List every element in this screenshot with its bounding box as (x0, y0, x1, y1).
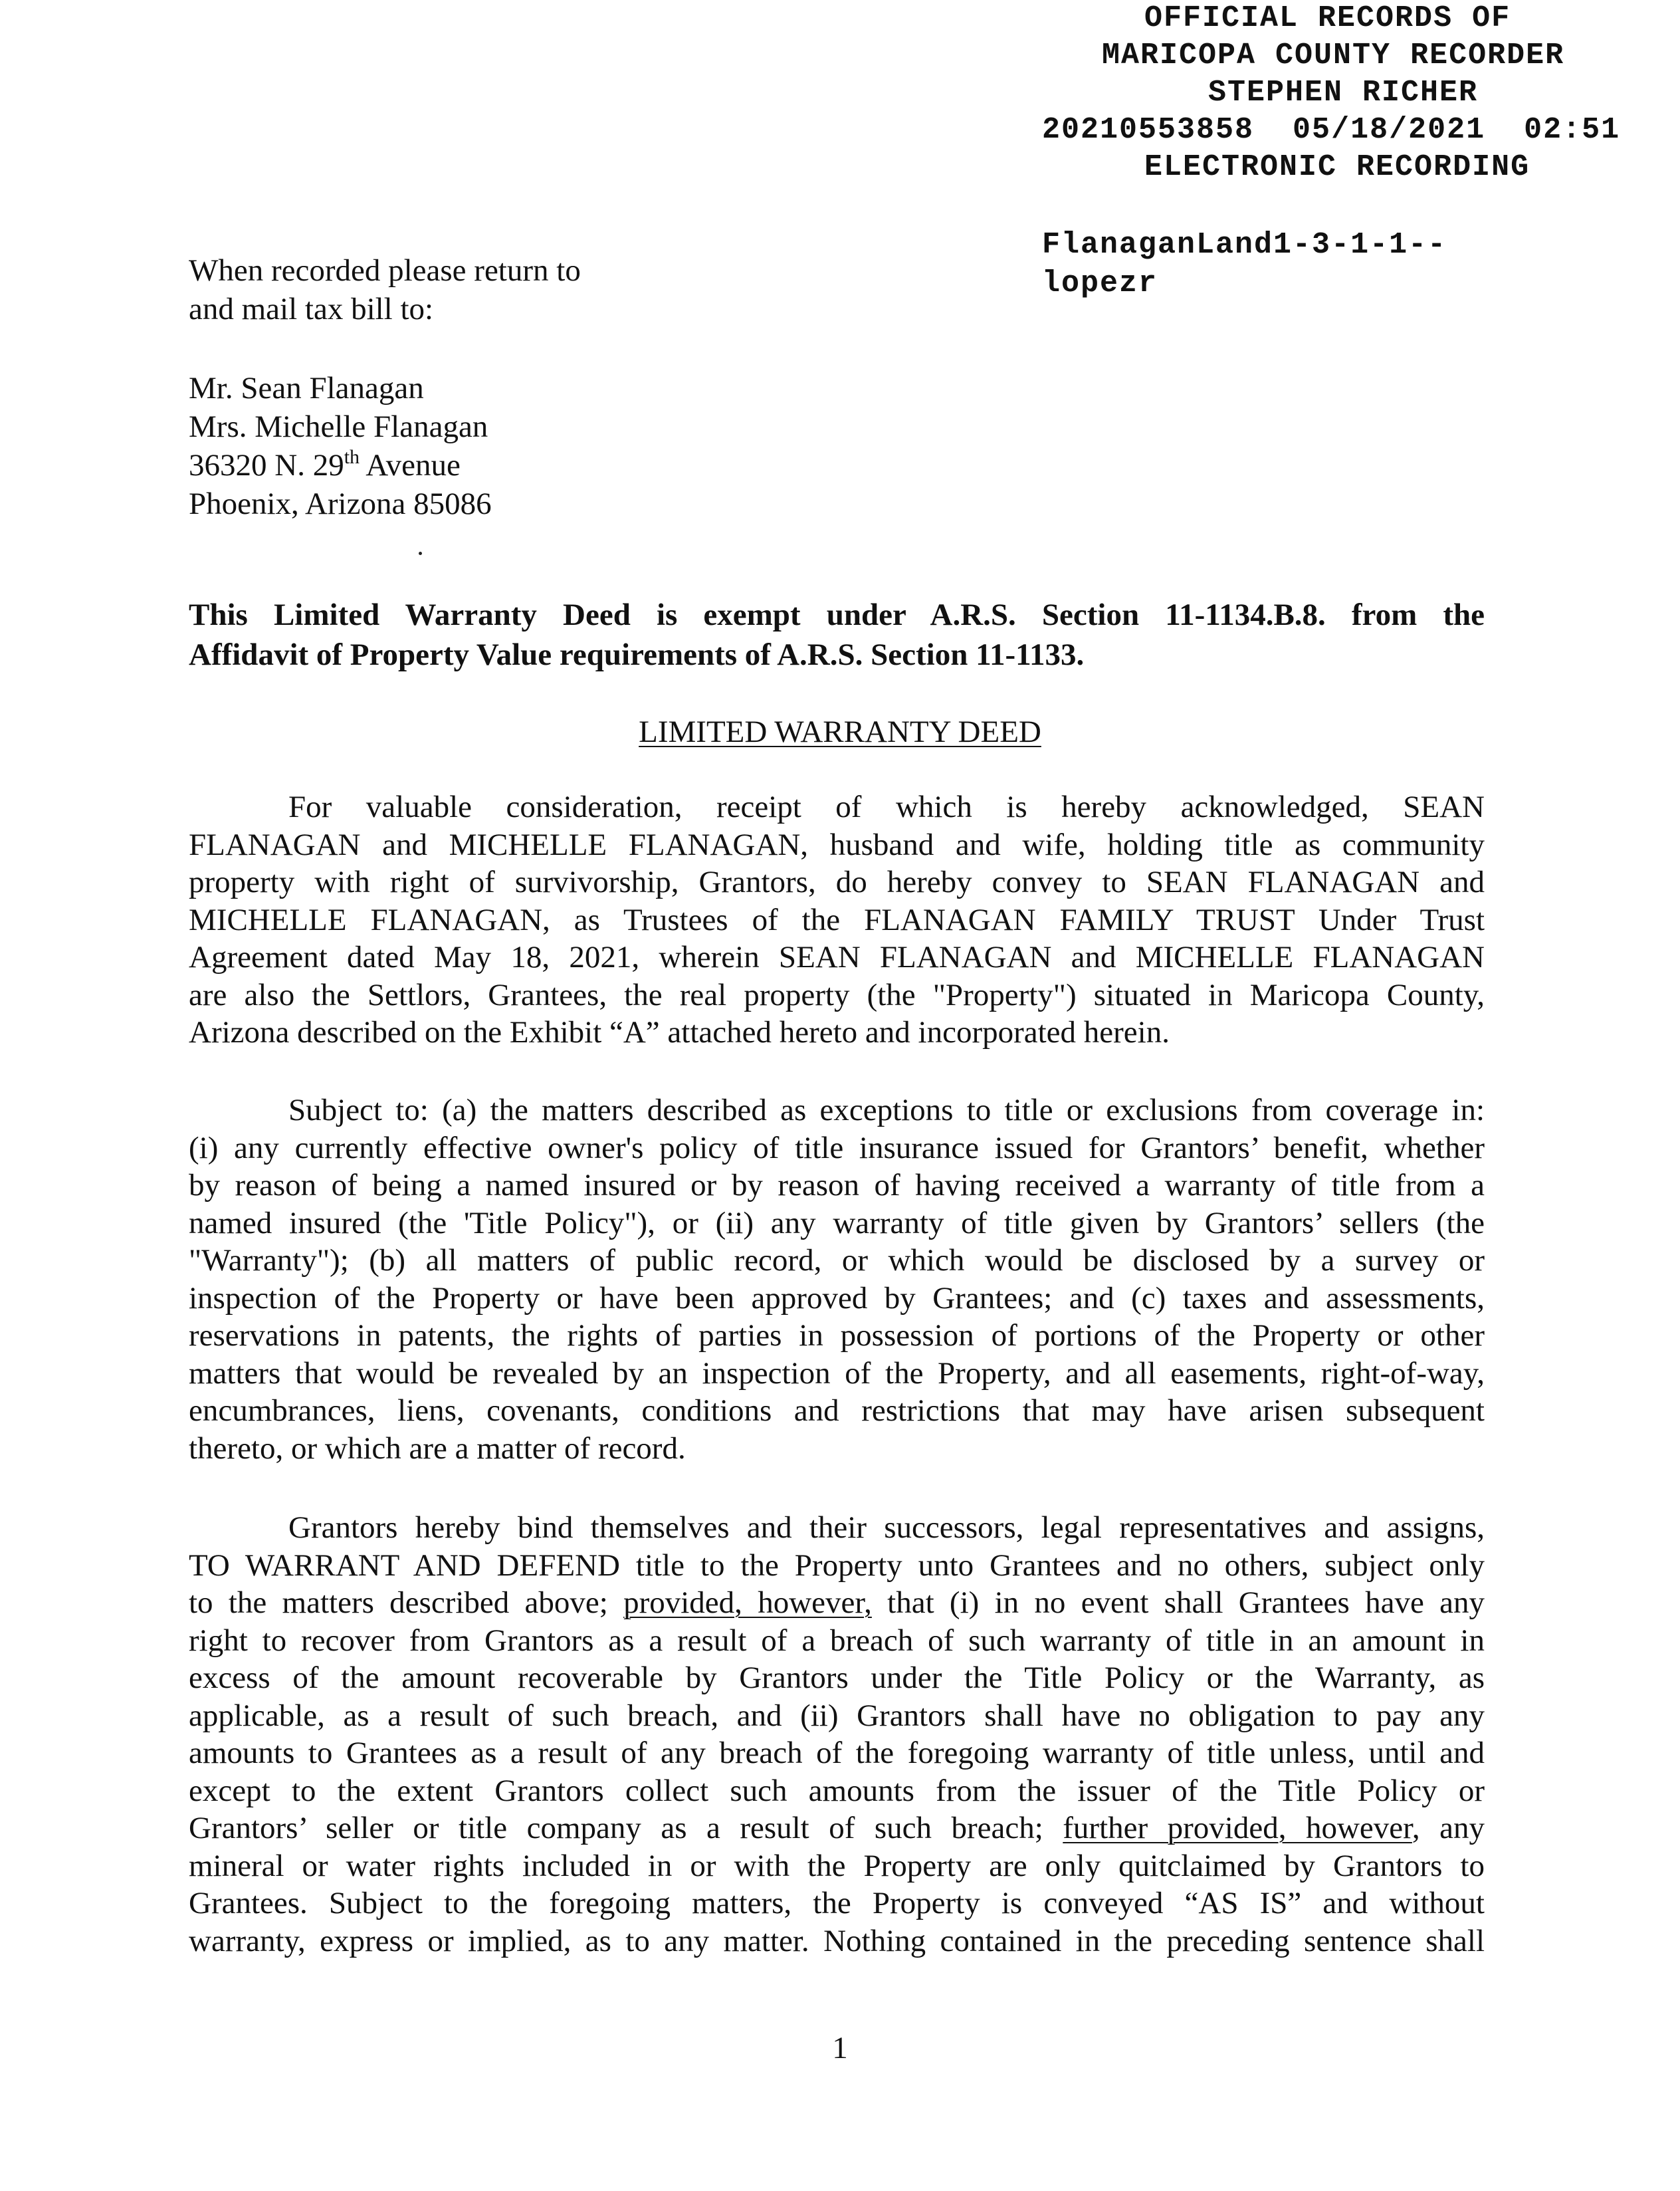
paragraph-line: mineral or water rights included in or with the Property are only quitclaimed by Grantors to (189, 1848, 1485, 1883)
paragraph-line: named insured (the 'Title Policy"), or (ii) any warranty of title given by Grantors’ sellers (the (189, 1205, 1485, 1240)
subject-to-paragraph (189, 1092, 1485, 1467)
paragraph-text: that (i) in no event shall Grantees have any (871, 1585, 1485, 1620)
address-name-1: Mr. Sean Flanagan (189, 371, 424, 405)
paragraph-line: For valuable consideration, receipt of which is hereby acknowledged, SEAN (288, 790, 1485, 824)
deed-title-text: LIMITED WARRANTY DEED (639, 715, 1041, 749)
paragraph-line: FLANAGAN and MICHELLE FLANAGAN, husband and wife, holding title as community (189, 827, 1485, 862)
paragraph-line: "Warranty"); (b) all matters of public record, or which would be disclosed by a survey or (189, 1243, 1485, 1278)
paragraph-line: amounts to Grantees as a result of any breach of the foregoing warranty of title unless, until and (189, 1736, 1485, 1770)
stamp-line-electronic-recording: ELECTRONIC RECORDING (1144, 150, 1530, 184)
page-number: 1 (832, 2031, 848, 2065)
paragraph-line: MICHELLE FLANAGAN, as Trustees of the FLANAGAN FAMILY TRUST Under Trust (189, 902, 1485, 937)
mailing-address (189, 369, 492, 523)
exemption-statement (189, 595, 1485, 675)
conveyance-paragraph (189, 788, 1485, 1052)
paragraph-line: (i) any currently effective owner's policy of title insurance issued for Grantors’ benefit, whether (189, 1130, 1485, 1165)
stamp-line-official-records: OFFICIAL RECORDS OF (1144, 1, 1511, 35)
paragraph-line: thereto, or which are a matter of record. (189, 1431, 686, 1466)
address-street (189, 446, 492, 485)
paragraph-line: matters that would be revealed by an inspection of the Property, and all easements, right-of-way, (189, 1355, 1485, 1391)
paragraph-text: , any (1412, 1811, 1485, 1845)
paragraph-line: Subject to: (a) the matters described as exceptions to title or exclusions from coverage in: (288, 1093, 1485, 1127)
address-street-name: Avenue (360, 448, 461, 483)
paragraph-line: except to the extent Grantors collect such amounts from the issuer of the Title Policy or (189, 1773, 1485, 1808)
document-reference (1042, 226, 1447, 303)
paragraph-line (189, 1584, 1485, 1622)
paragraph-line: reservations in patents, the rights of parties in possession of portions of the Property or other (189, 1318, 1485, 1353)
paragraph-line: right to recover from Grantors as a result of a breach of such warranty of title in an amount in (189, 1623, 1485, 1658)
recording-stamp (990, 0, 1675, 186)
address-street-suffix: th (344, 446, 360, 468)
warranty-paragraph (189, 1509, 1485, 1960)
paragraph-line (189, 1809, 1485, 1847)
paragraph-line: warranty, express or implied, as to any matter. Nothing contained in the preceding sentence shall (189, 1923, 1485, 1958)
deed-title (0, 713, 1680, 751)
return-to-line-1: When recorded please return to (189, 253, 581, 288)
stray-dot (419, 552, 422, 555)
address-street-number: 36320 N. 29 (189, 448, 344, 483)
paragraph-line: Grantees. Subject to the foregoing matters, the Property is conveyed “AS IS” and without (189, 1886, 1485, 1920)
paragraph-line: applicable, as a result of such breach, and (ii) Grantors shall have no obligation to pay any (189, 1698, 1485, 1733)
address-name-2: Mrs. Michelle Flanagan (189, 409, 488, 444)
stamp-line-record-number-date: 20210553858 05/18/2021 02:51 (1042, 113, 1621, 147)
paragraph-line: Grantors hereby bind themselves and their successors, legal representatives and assigns, (288, 1510, 1485, 1545)
exemption-line-1: This Limited Warranty Deed is exempt under A.R.S. Section 11-1134.B.8. from the (189, 598, 1485, 632)
paragraph-text: Grantors’ seller or title company as a result of such breach; (189, 1811, 1063, 1845)
paragraph-line: Arizona described on the Exhibit “A” attached hereto and incorporated herein. (189, 1015, 1170, 1050)
stamp-line-county-recorder: MARICOPA COUNTY RECORDER (1102, 39, 1565, 72)
further-provided-however-underlined: further provided, however (1063, 1811, 1412, 1845)
paragraph-line: Agreement dated May 18, 2021, wherein SEAN FLANAGAN and MICHELLE FLANAGAN (189, 940, 1485, 975)
paragraph-text: to the matters described above; (189, 1585, 624, 1620)
exemption-line-2: Affidavit of Property Value requirements of A.R.S. Section 11-1133. (189, 637, 1085, 672)
document-reference-line-2: lopezr (1042, 267, 1158, 300)
paragraph-line: encumbrances, liens, covenants, conditions and restrictions that may have arisen subsequent (189, 1393, 1485, 1428)
address-city-state-zip: Phoenix, Arizona 85086 (189, 487, 492, 521)
document-reference-line-1: FlanaganLand1-3-1-1-- (1042, 228, 1447, 262)
paragraph-line: property with right of survivorship, Grantors, do hereby convey to SEAN FLANAGAN and (189, 865, 1485, 899)
paragraph-line: are also the Settlors, Grantees, the real property (the "Property") situated in Maricopa County, (189, 977, 1485, 1012)
paragraph-line: by reason of being a named insured or by reason of having received a warranty of title from a (189, 1168, 1485, 1203)
provided-however-underlined: provided, however, (623, 1585, 872, 1620)
paragraph-line: TO WARRANT AND DEFEND title to the Property unto Grantees and no others, subject only (189, 1548, 1485, 1583)
paragraph-line: excess of the amount recoverable by Grantors under the Title Policy or the Warranty, as (189, 1661, 1485, 1695)
paragraph-line: inspection of the Property or have been approved by Grantees; and (c) taxes and assessments, (189, 1280, 1485, 1316)
stamp-line-recorder-name: STEPHEN RICHER (1208, 76, 1479, 110)
return-to-block (189, 251, 581, 328)
return-to-line-2: and mail tax bill to: (189, 292, 434, 326)
